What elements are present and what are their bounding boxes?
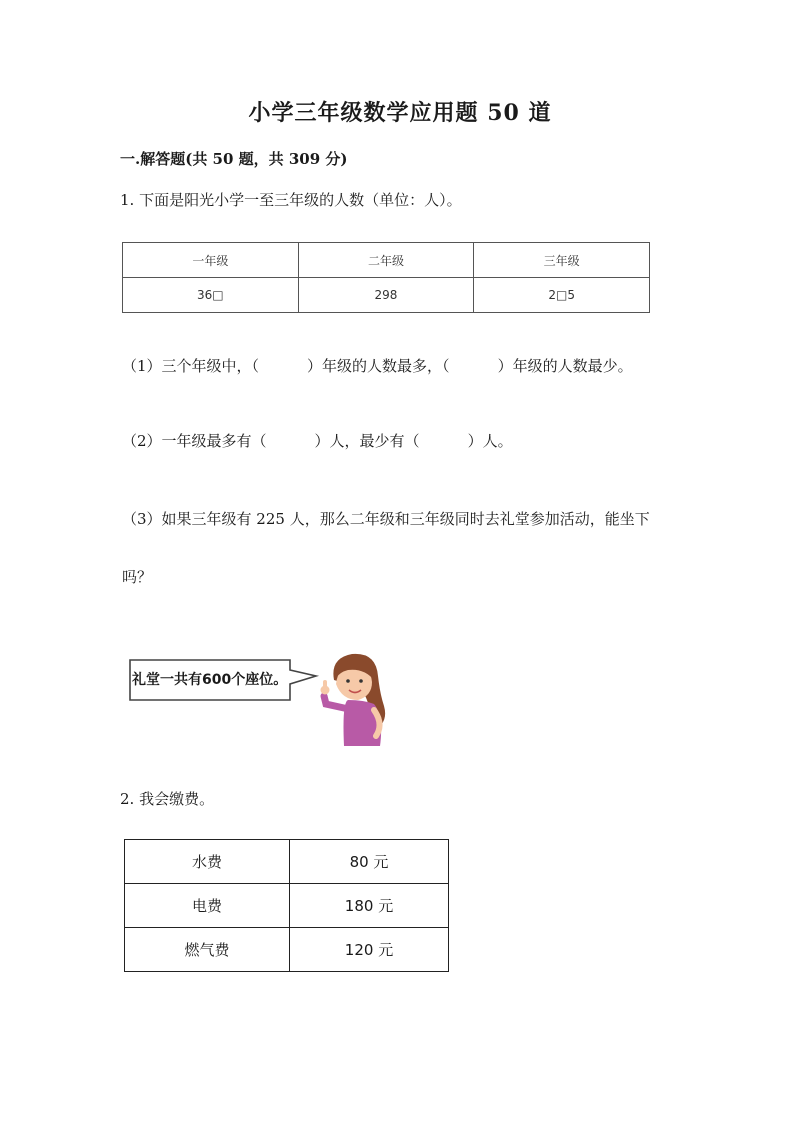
section-heading: 一.解答题(共 50 题，共 309 分) (120, 150, 348, 168)
sub-question-1 (122, 355, 633, 376)
table-header-cell: 三年级 (474, 243, 650, 278)
sub-question-text: （2）一年级最多有（ (122, 432, 267, 450)
speech-bubble-text: 礼堂一共有600个座位。 (132, 672, 288, 688)
table-row (123, 278, 650, 313)
sub-question-3-cont: 吗？ (122, 568, 153, 586)
table-cell: 2□5 (474, 278, 650, 313)
table-row (125, 928, 449, 972)
sub-question-3: （3）如果三年级有 225 人，那么二年级和三年级同时去礼堂参加活动，能坐下 (122, 510, 650, 528)
table-cell: 80 元 (290, 840, 449, 884)
table-header-cell: 二年级 (298, 243, 474, 278)
table-row (123, 243, 650, 278)
table-cell: 电费 (125, 884, 290, 928)
question-1-text: 1. 下面是阳光小学一至三年级的人数（单位：人）。 (120, 191, 462, 209)
table-cell: 298 (298, 278, 474, 313)
sub-question-text: ）人。 (467, 432, 513, 450)
table-header-cell: 一年级 (123, 243, 299, 278)
table-cell: 燃气费 (125, 928, 290, 972)
girl-illustration-icon (318, 650, 398, 746)
sub-question-text: ）人，最少有（ (314, 432, 420, 450)
page-title: 小学三年级数学应用题 50 道 (248, 100, 552, 126)
grade-count-table (122, 242, 650, 313)
table-cell: 水费 (125, 840, 290, 884)
sub-question-text: ）年级的人数最少。 (497, 357, 633, 375)
table-cell: 180 元 (290, 884, 449, 928)
fee-table (124, 839, 449, 972)
table-row (125, 884, 449, 928)
sub-question-text: （1）三个年级中，（ (122, 357, 260, 375)
sub-question-2 (122, 430, 513, 451)
table-cell: 120 元 (290, 928, 449, 972)
table-row (125, 840, 449, 884)
sub-question-text: ）年级的人数最多，（ (307, 357, 450, 375)
table-cell: 36□ (123, 278, 299, 313)
question-2-text: 2. 我会缴费。 (120, 790, 215, 808)
